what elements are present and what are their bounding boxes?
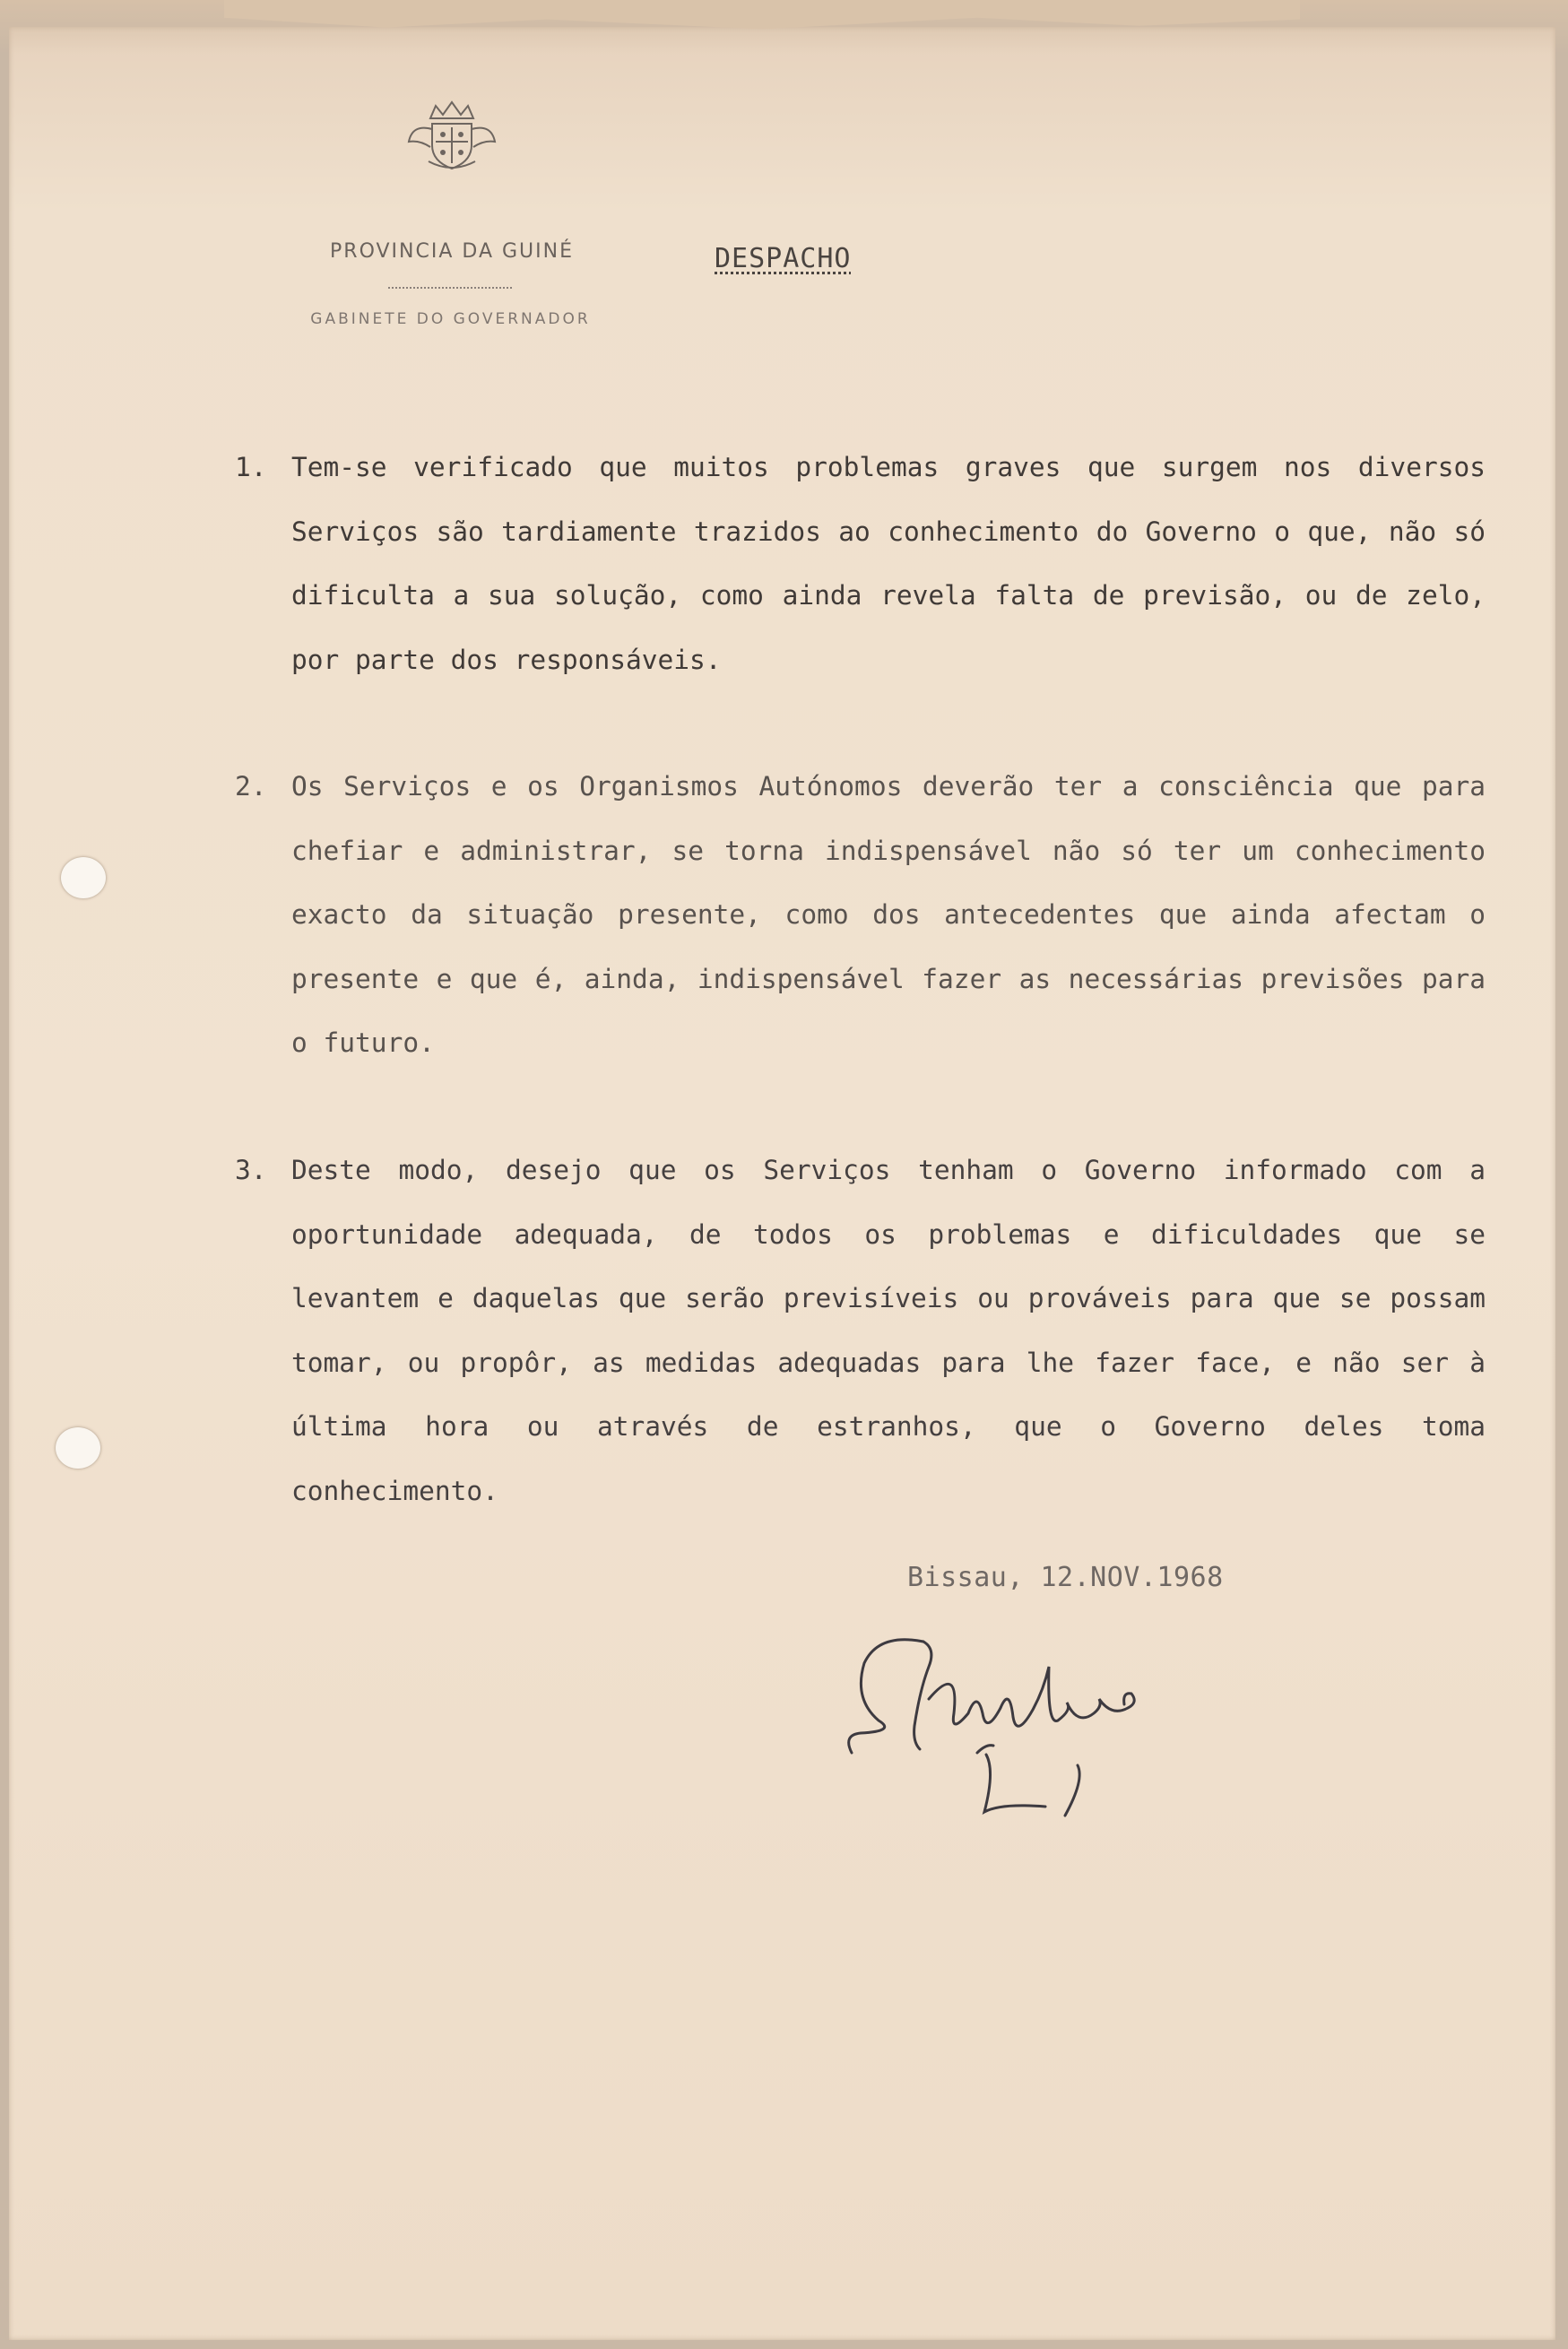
punch-hole bbox=[61, 857, 106, 898]
document-type-heading: DESPACHO bbox=[715, 243, 852, 274]
paragraph-number: 3. bbox=[235, 1155, 267, 1185]
paragraph-number: 2. bbox=[235, 771, 267, 802]
coat-of-arms-icon bbox=[403, 97, 500, 174]
paragraph-text: Os Serviços e os Organismos Autónomos deverão ter a consciência que para chefiar e administrar, se torna indispensável não só ter um conhecimento exacto da situação presente, como dos antecedentes que ainda afectam o presente e que é, ainda, indispensável fazer as necessárias previsões para o futuro. bbox=[291, 771, 1486, 1058]
paragraph-text: Deste modo, desejo que os Serviços tenham o Governo informado com a oportunidade adequada, de todos os problemas e dificuldades que se levantem e daquelas que serão previsíveis ou prováveis para que se possam tomar, ou propôr, as medidas adequadas para lhe fazer face, e não ser à última hora ou através de estranhos, que o Governo deles toma conhecimento. bbox=[291, 1155, 1486, 1506]
letterhead-title: PROVINCIA DA GUINÉ bbox=[330, 240, 574, 263]
paragraph-number: 1. bbox=[235, 452, 267, 482]
letterhead-subtitle: GABINETE DO GOVERNADOR bbox=[310, 310, 591, 328]
letterhead-divider bbox=[388, 287, 512, 289]
punch-hole bbox=[56, 1427, 100, 1469]
paragraph-text: Tem-se verificado que muitos problemas graves que surgem nos diversos Serviços são tardiamente trazidos ao conhecimento do Governo o que, não só dificulta a sua solução, como ainda revela falta de previsão, ou de zelo, por parte dos responsáveis. bbox=[291, 452, 1486, 675]
date-line: Bissau, 12.NOV.1968 bbox=[907, 1562, 1224, 1593]
signature-icon bbox=[843, 1627, 1183, 1833]
